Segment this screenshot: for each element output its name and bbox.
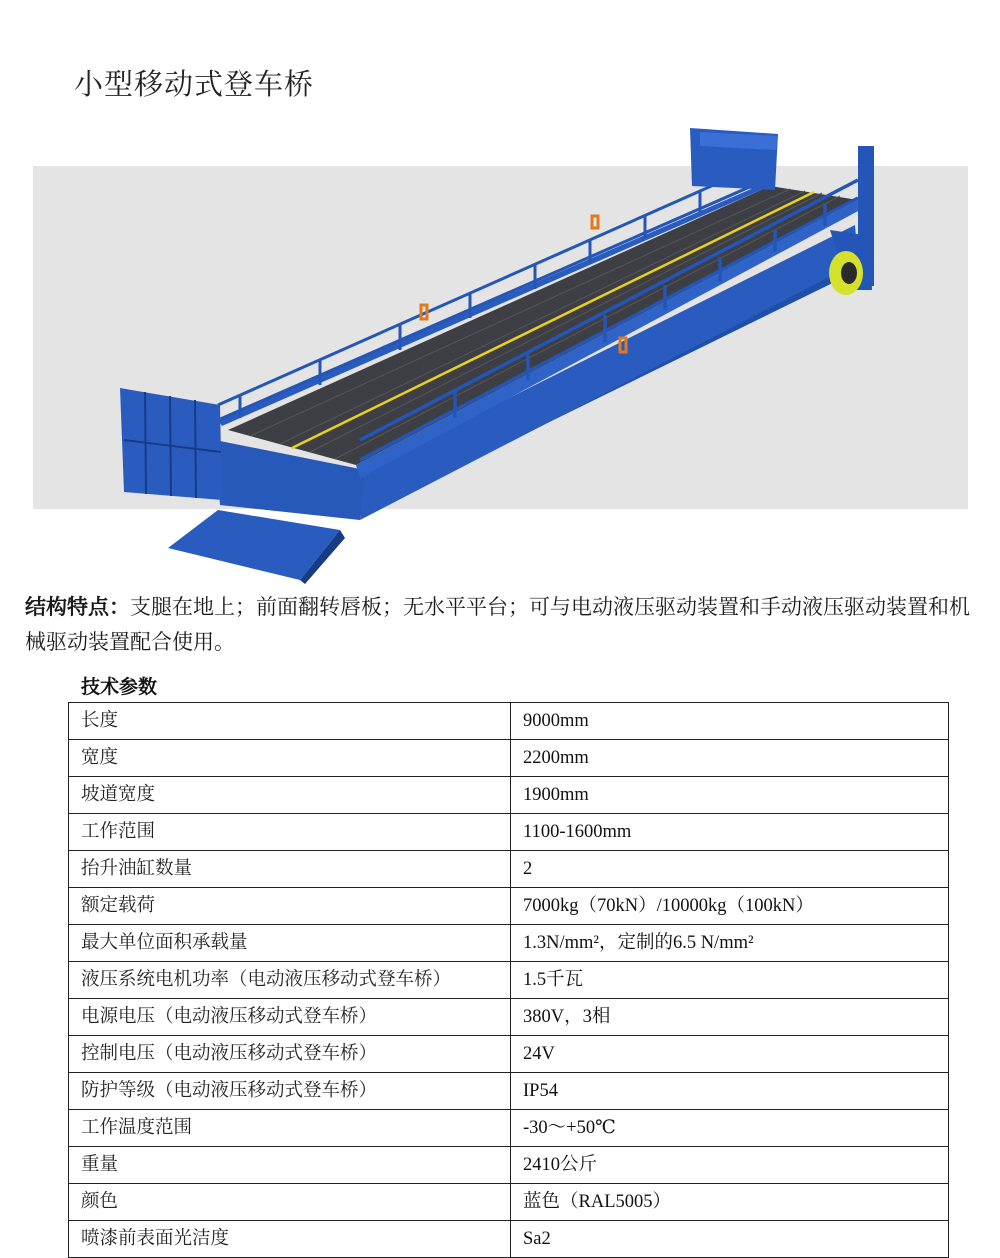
spec-name-cell: 长度 xyxy=(69,703,511,740)
spec-value-cell: 1.3N/mm²，定制的6.5 N/mm² xyxy=(511,925,949,962)
spec-value-cell: 9000mm xyxy=(511,703,949,740)
spec-name-cell: 最大单位面积承载量 xyxy=(69,925,511,962)
product-image xyxy=(0,0,1000,590)
spec-name-cell: 重量 xyxy=(69,1147,511,1184)
spec-value-cell: 蓝色（RAL5005） xyxy=(511,1184,949,1221)
spec-value-cell: Sa2 xyxy=(511,1221,949,1258)
spec-value-cell: 7000kg（70kN）/10000kg（100kN） xyxy=(511,888,949,925)
spec-value-cell: IP54 xyxy=(511,1073,949,1110)
spec-name-cell: 工作范围 xyxy=(69,814,511,851)
spec-value-cell: 24V xyxy=(511,1036,949,1073)
spec-value-cell: 1100-1600mm xyxy=(511,814,949,851)
table-row xyxy=(69,1147,949,1184)
spec-value-cell: 1900mm xyxy=(511,777,949,814)
table-row xyxy=(69,1036,949,1073)
page-title: 小型移动式登车桥 xyxy=(74,67,315,101)
features-text: 支腿在地上；前面翻转唇板；无水平平台；可与电动液压驱动装置和手动液压驱动装置和机械驱动装置配合使用。 xyxy=(25,595,970,654)
table-row xyxy=(69,1073,949,1110)
spec-value-cell: 1.5千瓦 xyxy=(511,962,949,999)
table-row xyxy=(69,851,949,888)
spec-name-cell: 工作温度范围 xyxy=(69,1110,511,1147)
spec-name-cell: 坡道宽度 xyxy=(69,777,511,814)
table-row xyxy=(69,925,949,962)
spec-value-cell: 2200mm xyxy=(511,740,949,777)
spec-name-cell: 喷漆前表面光洁度 xyxy=(69,1221,511,1258)
spec-name-cell: 液压系统电机功率（电动液压移动式登车桥） xyxy=(69,962,511,999)
spec-name-cell: 颜色 xyxy=(69,1184,511,1221)
spec-heading: 技术参数 xyxy=(81,676,158,698)
table-row xyxy=(69,814,949,851)
table-row xyxy=(69,962,949,999)
spec-name-cell: 宽度 xyxy=(69,740,511,777)
table-row xyxy=(69,777,949,814)
table-row xyxy=(69,888,949,925)
spec-value-cell: 380V，3相 xyxy=(511,999,949,1036)
table-row xyxy=(69,1184,949,1221)
table-row xyxy=(69,1221,949,1258)
table-row xyxy=(69,740,949,777)
spec-name-cell: 控制电压（电动液压移动式登车桥） xyxy=(69,1036,511,1073)
spec-value-cell: 2 xyxy=(511,851,949,888)
spec-name-cell: 电源电压（电动液压移动式登车桥） xyxy=(69,999,511,1036)
table-row xyxy=(69,703,949,740)
spec-table xyxy=(68,702,949,1258)
table-row xyxy=(69,1110,949,1147)
features-label: 结构特点： xyxy=(25,595,130,619)
spec-name-cell: 抬升油缸数量 xyxy=(69,851,511,888)
spec-name-cell: 防护等级（电动液压移动式登车桥） xyxy=(69,1073,511,1110)
structure-features xyxy=(25,590,990,660)
table-row xyxy=(69,999,949,1036)
spec-name-cell: 额定载荷 xyxy=(69,888,511,925)
spec-value-cell: 2410公斤 xyxy=(511,1147,949,1184)
spec-value-cell: -30～+50℃ xyxy=(511,1110,949,1147)
